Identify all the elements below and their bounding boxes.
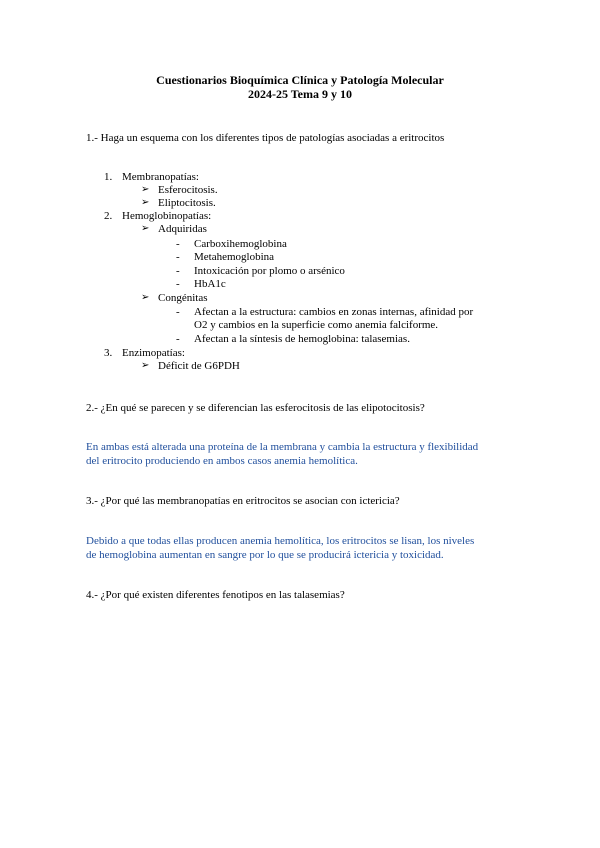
dash-bullet: - <box>176 333 180 345</box>
document-title: Cuestionarios Bioquímica Clínica y Patología Molecular <box>156 73 444 87</box>
list-subsubitem: HbA1c <box>194 278 226 290</box>
answer-2-line-2: del eritrocito produciendo en ambos casos anemia hemolítica. <box>86 455 358 467</box>
dash-bullet: - <box>176 278 180 290</box>
list-subsubitem-continued: O2 y cambios en la superficie como anemia falciforme. <box>194 319 439 331</box>
question-2: 2.- ¿En qué se parecen y se diferencian las esferocitosis de las elipotocitosis? <box>86 402 425 414</box>
list-subitem: Esferocitosis. <box>158 184 218 196</box>
list-subsubitem: Intoxicación por plomo o arsénico <box>194 265 345 277</box>
arrow-bullet-icon: ➢ <box>141 292 150 303</box>
list-subitem: Eliptocitosis. <box>158 197 216 209</box>
question-3: 3.- ¿Por qué las membranopatías en eritrocitos se asocian con ictericia? <box>86 495 400 507</box>
list-number: 3. <box>104 347 113 359</box>
list-subitem: Déficit de G6PDH <box>158 360 240 372</box>
question-4: 4.- ¿Por qué existen diferentes fenotipos en las talasemias? <box>86 589 345 601</box>
answer-2-line-1: En ambas está alterada una proteína de la membrana y cambia la estructura y flexibilidad <box>86 441 479 453</box>
list-subsubitem: Afectan a la estructura: cambios en zonas internas, afinidad por <box>194 306 474 318</box>
answer-3-line-1: Debido a que todas ellas producen anemia hemolítica, los eritrocitos se lisan, los niveles <box>86 535 475 547</box>
list-item-membranopatias: Membranopatías: <box>122 171 199 183</box>
dash-bullet: - <box>176 238 180 250</box>
answer-3-line-2: de hemoglobina aumentan en sangre por lo que se producirá ictericia y toxicidad. <box>86 549 444 561</box>
list-subsubitem: Carboxihemoglobina <box>194 238 287 250</box>
arrow-bullet-icon: ➢ <box>141 360 150 371</box>
list-subsubitem: Metahemoglobina <box>194 251 275 263</box>
arrow-bullet-icon: ➢ <box>141 197 150 208</box>
list-subitem-congenitas: Congénitas <box>158 292 208 304</box>
dash-bullet: - <box>176 251 180 263</box>
list-subitem-adquiridas: Adquiridas <box>158 223 207 235</box>
arrow-bullet-icon: ➢ <box>141 184 150 195</box>
list-number: 1. <box>104 171 113 183</box>
arrow-bullet-icon: ➢ <box>141 223 150 234</box>
dash-bullet: - <box>176 306 180 318</box>
list-number: 2. <box>104 210 113 222</box>
document-subtitle: 2024-25 Tema 9 y 10 <box>247 87 352 101</box>
list-item-enzimopatias: Enzimopatías: <box>122 347 185 359</box>
list-item-hemoglobinopatias: Hemoglobinopatías: <box>122 210 212 222</box>
list-subsubitem: Afectan a la síntesis de hemoglobina: talasemias. <box>194 333 410 345</box>
question-1: 1.- Haga un esquema con los diferentes tipos de patologías asociadas a eritrocitos <box>86 132 445 144</box>
dash-bullet: - <box>176 265 180 277</box>
